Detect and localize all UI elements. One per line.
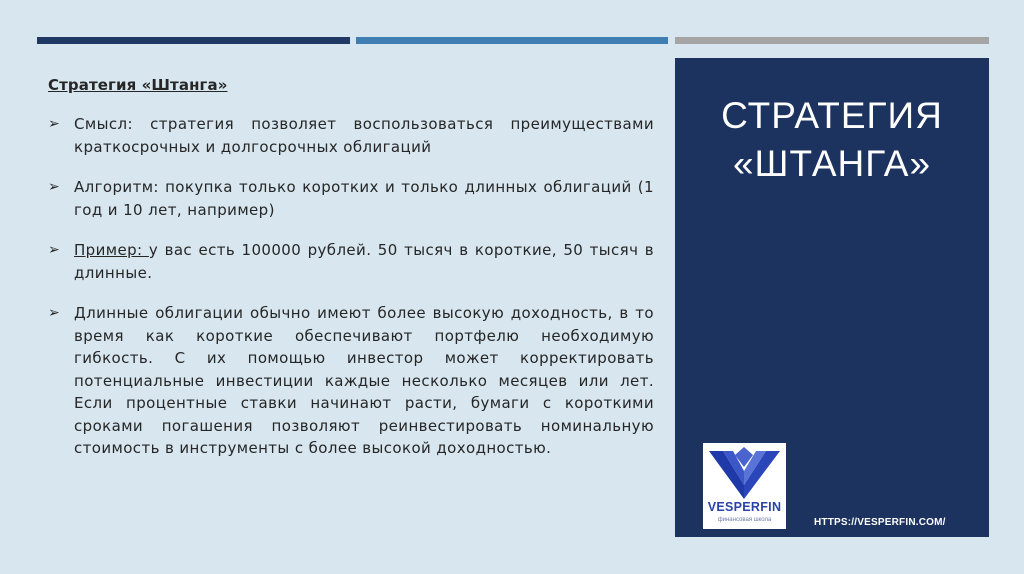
top-bar-dark — [37, 37, 350, 44]
slide-content — [48, 76, 654, 478]
example-label: Пример: — [74, 241, 149, 259]
logo-subtitle: финансовая школа — [717, 517, 772, 523]
logo-name: VESPERFIN — [707, 500, 782, 514]
panel-title-line2: «ШТАНГА» — [732, 143, 932, 184]
bullet-item — [48, 302, 654, 460]
vesperfin-v-logo-icon — [709, 447, 780, 501]
arrow-bullet-icon: ➢ — [48, 116, 60, 132]
title-panel — [675, 58, 989, 537]
bullet-text: Алгоритм: покупка только коротких и только длинных облигаций (1 год и 10 лет, например) — [74, 178, 654, 219]
website-url[interactable]: HTTPS://VESPERFIN.COM/ — [814, 517, 946, 528]
slide-heading: Стратегия «Штанга» — [48, 76, 228, 94]
panel-title — [675, 92, 989, 188]
vesperfin-logo — [703, 443, 786, 529]
arrow-bullet-icon: ➢ — [48, 179, 60, 195]
arrow-bullet-icon: ➢ — [48, 305, 60, 321]
panel-title-line1: СТРАТЕГИЯ — [721, 95, 943, 136]
bullet-text: Смысл: стратегия позволяет воспользоваться преимуществами краткосрочных и долгосрочных облигаций — [74, 115, 654, 156]
bullet-item — [48, 176, 654, 221]
bullet-item — [48, 113, 654, 158]
bullet-item — [48, 239, 654, 284]
arrow-bullet-icon: ➢ — [48, 242, 60, 258]
bullet-text: Длинные облигации обычно имеют более высокую доходность, в то время как короткие обеспечивают портфелю необходимую гибкость. С их помощью инвестор может корректировать потенциальные инвестиции каждые несколько месяцев или лет. Если процентные ставки начинают расти, бумаги с короткими сроками погашения позволяют реинвестировать номинальную стоимость в инструменты с более высокой доходностью. — [74, 304, 654, 457]
bullet-text — [74, 239, 654, 284]
top-bar-grey — [675, 37, 989, 44]
top-bar-blue — [356, 37, 668, 44]
example-text: у вас есть 100000 рублей. 50 тысяч в короткие, 50 тысяч в длинные. — [74, 241, 655, 282]
